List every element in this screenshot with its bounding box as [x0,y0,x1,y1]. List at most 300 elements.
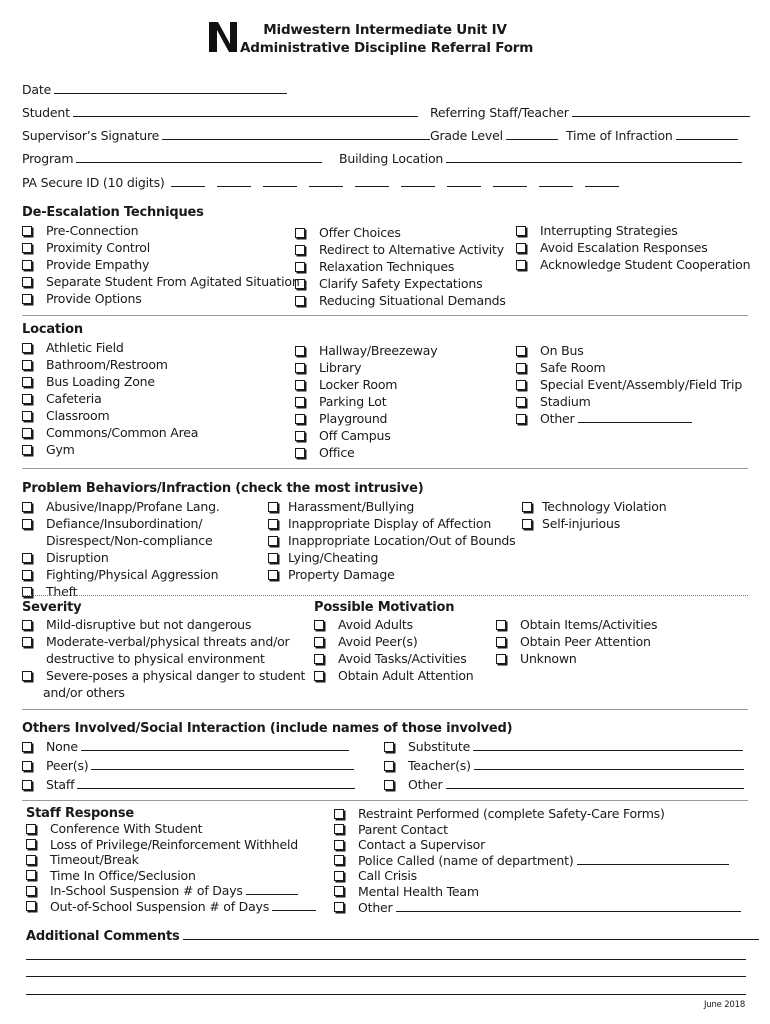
id-digit-9[interactable] [539,175,573,187]
checkbox-item[interactable] [295,224,506,241]
item-label: On Bus [540,343,584,358]
item-label: Mental Health Team [358,883,479,899]
name-line[interactable] [446,777,744,789]
item-label: Disruption [46,550,109,565]
staff-response-col2 [334,806,741,915]
item-label: Moderate-verbal/physical threats and/or [46,634,290,649]
item-label: Obtain Peer Attention [520,634,651,649]
checkbox-item[interactable] [334,868,741,884]
comments-label: Additional Comments [26,929,180,944]
checkbox-icon[interactable] [334,809,344,819]
item-label: Teacher(s) [408,758,471,773]
referring-staff-line[interactable] [572,105,750,117]
item-label: Severe-poses a physical danger to student [46,668,306,683]
checkbox-item[interactable] [22,549,220,566]
item-label: Contact a Supervisor [358,837,486,853]
checkbox-icon[interactable] [268,570,278,580]
item-label: Safe Room [540,360,606,375]
section-divider [22,800,748,801]
location-heading: Location [22,322,83,337]
form-revision-date: June 2018 [704,1000,746,1010]
behaviors-col3 [522,498,666,532]
checkbox-icon[interactable] [268,536,278,546]
checkbox-item[interactable] [496,633,657,650]
item-label: Peer(s) [46,758,89,773]
others-col2 [384,738,744,795]
checkbox-item[interactable] [516,393,742,410]
id-digit-5[interactable] [355,175,389,187]
checkbox-icon[interactable] [22,519,32,529]
item-label: Relaxation Techniques [319,259,455,274]
checkbox-icon[interactable] [295,279,305,289]
item-label: Classroom [46,408,110,423]
checkbox-icon[interactable] [295,363,305,373]
item-label: Separate Student From Agitated Situation [46,274,300,289]
item-label: Defiance/Insubordination/ [46,516,203,531]
motivation-col1 [314,616,474,684]
checkbox-item[interactable] [22,441,198,458]
checkbox-item[interactable] [22,424,198,441]
item-label: Harassment/Bullying [288,499,415,514]
checkbox-item[interactable] [334,837,741,853]
checkbox-item[interactable] [334,806,741,822]
others-heading: Others Involved/Social Interaction (include names of those involved) [22,721,513,736]
item-label: Locker Room [319,377,398,392]
checkbox-icon[interactable] [496,637,506,647]
location-col1 [22,339,198,458]
deescalation-col2 [295,224,506,309]
item-label: Parent Contact [358,821,448,837]
id-digit-4[interactable] [309,175,343,187]
item-label: Playground [319,411,388,426]
item-label: Bus Loading Zone [46,374,155,389]
location-col2 [295,342,437,461]
checkbox-item[interactable] [295,376,437,393]
checkbox-icon[interactable] [26,839,36,849]
checkbox-item[interactable] [334,884,741,900]
section-divider [22,315,748,316]
checkbox-item[interactable] [384,776,744,795]
checkbox-item[interactable] [22,633,305,650]
time-of-infraction-field[interactable] [566,128,738,143]
id-digit-7[interactable] [447,175,481,187]
section-divider [22,709,748,710]
staff-response-col1 [26,821,316,915]
checkbox-item[interactable] [295,427,437,444]
checkbox-item[interactable] [22,583,220,600]
location-col3 [516,342,742,427]
item-label: Proximity Control [46,240,151,255]
checkbox-icon[interactable] [22,260,32,270]
name-line[interactable] [81,739,349,751]
severity-heading: Severity [22,600,82,615]
item-label: Lying/Cheating [288,550,379,565]
item-label: Athletic Field [46,340,124,355]
item-label: Theft [46,584,78,599]
motivation-heading: Possible Motivation [314,600,455,615]
program-label: Program [22,151,74,166]
building-location-label: Building Location [339,151,444,166]
checkbox-icon[interactable] [22,570,32,580]
checkbox-icon[interactable] [22,360,32,370]
item-label: Call Crisis [358,868,417,884]
checkbox-item[interactable] [295,275,506,292]
checkbox-item[interactable] [516,222,750,239]
checkbox-item[interactable] [22,256,300,273]
logo-letter: N [223,43,224,44]
checkbox-item[interactable] [22,667,305,684]
student-line[interactable] [73,105,418,117]
checkbox-item[interactable] [26,821,316,837]
id-digit-2[interactable] [217,175,251,187]
checkbox-item[interactable] [516,410,742,427]
item-label: Police Called (name of department) [358,852,574,868]
checkbox-item[interactable] [22,738,355,757]
program-line[interactable] [76,151,322,163]
item-label: Library [319,360,362,375]
checkbox-icon[interactable] [22,243,32,253]
item-label: Pre-Connection [46,223,139,238]
checkbox-item[interactable] [22,290,300,307]
checkbox-item[interactable] [22,757,355,776]
comments-line-3[interactable] [26,976,746,977]
checkbox-item[interactable] [516,359,742,376]
item-label: Clarify Safety Expectations [319,276,483,291]
supervisor-signature-field[interactable] [22,128,430,143]
checkbox-item[interactable] [334,900,741,916]
checkbox-item[interactable] [22,498,220,515]
checkbox-item[interactable] [26,883,316,899]
checkbox-item[interactable] [516,376,742,393]
checkbox-icon[interactable] [268,502,278,512]
grade-level-line[interactable] [506,128,558,140]
checkbox-item[interactable] [314,650,474,667]
item-label: Avoid Escalation Responses [540,240,708,255]
checkbox-icon[interactable] [295,397,305,407]
checkbox-icon[interactable] [22,502,32,512]
student-label: Student [22,105,70,120]
checkbox-item[interactable] [522,498,666,515]
checkbox-icon[interactable] [334,871,344,881]
item-label: Acknowledge Student Cooperation [540,257,751,272]
checkbox-icon[interactable] [334,840,344,850]
checkbox-icon[interactable] [314,654,324,664]
checkbox-item[interactable] [22,566,220,583]
checkbox-item[interactable] [516,256,750,273]
checkbox-icon[interactable] [496,620,506,630]
checkbox-icon[interactable] [22,445,32,455]
item-label: Restraint Performed (complete Safety-Care Forms) [358,806,665,821]
staff-response-heading: Staff Response [26,806,134,821]
id-digit-3[interactable] [263,175,297,187]
checkbox-icon[interactable] [295,228,305,238]
checkbox-item[interactable] [314,616,474,633]
checkbox-icon[interactable] [295,296,305,306]
checkbox-item[interactable] [295,410,437,427]
checkbox-item[interactable] [295,342,437,359]
item-label: Avoid Peer(s) [338,634,418,649]
checkbox-item[interactable] [334,853,741,869]
item-label: Conference With Student [50,821,203,836]
checkbox-item[interactable] [22,222,300,239]
item-label: Parking Lot [319,394,387,409]
checkbox-icon[interactable] [516,380,526,390]
checkbox-icon[interactable] [516,243,526,253]
checkbox-icon[interactable] [516,260,526,270]
student-field[interactable] [22,105,418,120]
supervisor-signature-line[interactable] [162,128,430,140]
checkbox-icon[interactable] [26,901,36,911]
checkbox-icon[interactable] [22,377,32,387]
checkbox-icon[interactable] [295,262,305,272]
checkbox-icon[interactable] [384,761,394,771]
checkbox-item[interactable] [268,515,515,532]
checkbox-item[interactable] [295,258,506,275]
checkbox-icon[interactable] [496,654,506,664]
checkbox-icon[interactable] [22,294,32,304]
item-label: Other [408,777,443,792]
deescalation-col3 [516,222,750,273]
checkbox-icon[interactable] [295,245,305,255]
item-label: Self-injurious [542,516,621,531]
item-continuation: destructive to physical environment [46,651,265,666]
item-label: Gym [46,442,75,457]
checkbox-item[interactable] [384,738,744,757]
checkbox-icon[interactable] [334,824,344,834]
checkbox-icon[interactable] [22,343,32,353]
name-line[interactable] [474,758,744,770]
item-label: Unknown [520,651,577,666]
date-field[interactable] [22,82,287,97]
checkbox-item[interactable] [522,515,666,532]
deescalation-heading: De-Escalation Techniques [22,205,204,220]
checkbox-item[interactable] [26,868,316,884]
pa-secure-id-label: PA Secure ID (10 digits) [22,175,165,190]
comments-line-2[interactable] [26,959,746,960]
checkbox-icon[interactable] [295,448,305,458]
checkbox-icon[interactable] [268,519,278,529]
item-label: Substitute [408,739,471,754]
checkbox-icon[interactable] [314,671,324,681]
item-label: Avoid Tasks/Activities [338,651,467,666]
time-of-infraction-label: Time of Infraction [566,128,673,143]
checkbox-icon[interactable] [516,346,526,356]
item-continuation: and/or others [43,685,125,700]
time-of-infraction-line[interactable] [676,128,738,140]
checkbox-icon[interactable] [516,363,526,373]
checkbox-item[interactable] [384,757,744,776]
item-label: Abusive/Inapp/Profane Lang. [46,499,220,514]
item-label: Timeout/Break [50,852,139,868]
checkbox-item[interactable] [295,241,506,258]
checkbox-icon[interactable] [26,824,36,834]
item-label: Bathroom/Restroom [46,357,168,372]
checkbox-icon[interactable] [268,553,278,563]
checkbox-icon[interactable] [314,637,324,647]
building-location-line[interactable] [446,151,742,163]
checkbox-item[interactable] [22,373,198,390]
name-line[interactable] [77,777,355,789]
checkbox-icon[interactable] [22,553,32,563]
item-label: Property Damage [288,567,395,582]
checkbox-icon[interactable] [295,380,305,390]
checkbox-icon[interactable] [22,761,32,771]
item-label: Loss of Privilege/Reinforcement Withheld [50,836,298,852]
checkbox-icon[interactable] [26,870,36,880]
checkbox-icon[interactable] [295,414,305,424]
item-label: Provide Empathy [46,257,150,272]
item-continuation: Disrespect/Non-compliance [46,533,213,548]
checkbox-icon[interactable] [334,902,344,912]
checkbox-icon[interactable] [516,397,526,407]
miu-logo [206,18,240,56]
item-label: Stadium [540,394,591,409]
item-label: Fighting/Physical Aggression [46,567,219,582]
item-label: Avoid Adults [338,617,413,632]
checkbox-item[interactable] [334,822,741,838]
name-line[interactable] [473,739,743,751]
checkbox-icon[interactable] [522,502,532,512]
item-label: Reducing Situational Demands [319,293,506,308]
checkbox-item[interactable] [22,515,220,532]
checkbox-item[interactable] [268,566,515,583]
checkbox-item[interactable] [22,776,355,795]
other-location-line[interactable] [578,411,692,423]
referring-staff-label: Referring Staff/Teacher [430,105,569,120]
program-field[interactable] [22,151,322,166]
checkbox-item[interactable] [22,339,198,356]
id-digit-10[interactable] [585,175,619,187]
item-label: Redirect to Alternative Activity [319,242,504,257]
checkbox-icon[interactable] [295,346,305,356]
days-line[interactable] [272,899,316,911]
grade-level-label: Grade Level [430,128,503,143]
checkbox-icon[interactable] [295,431,305,441]
checkbox-icon[interactable] [334,855,344,865]
form-title-line2: Administrative Discipline Referral Form [240,40,534,56]
behaviors-col1 [22,498,220,600]
checkbox-icon[interactable] [22,411,32,421]
comments-field[interactable] [26,928,759,944]
checkbox-icon[interactable] [22,742,32,752]
checkbox-item[interactable] [295,393,437,410]
checkbox-icon[interactable] [22,277,32,287]
id-digit-1[interactable] [171,175,205,187]
checkbox-icon[interactable] [22,780,32,790]
checkbox-icon[interactable] [516,414,526,424]
item-label: None [46,739,78,754]
building-location-field[interactable] [339,151,742,166]
id-digit-6[interactable] [401,175,435,187]
checkbox-icon[interactable] [22,428,32,438]
checkbox-item[interactable] [314,633,474,650]
grade-level-field[interactable] [430,128,558,143]
checkbox-icon[interactable] [22,394,32,404]
item-label: Obtain Items/Activities [520,617,658,632]
department-line[interactable] [577,853,729,865]
checkbox-item[interactable] [22,239,300,256]
section-divider [22,595,748,596]
id-digit-8[interactable] [493,175,527,187]
checkbox-icon[interactable] [22,226,32,236]
checkbox-icon[interactable] [314,620,324,630]
pa-secure-id-field[interactable] [22,175,631,190]
item-label: Inappropriate Location/Out of Bounds [288,533,516,548]
deescalation-col1 [22,222,300,307]
checkbox-icon[interactable] [22,620,32,630]
item-label: Special Event/Assembly/Field Trip [540,377,743,392]
days-line[interactable] [246,883,298,895]
checkbox-item[interactable] [295,444,437,461]
checkbox-icon[interactable] [334,886,344,896]
checkbox-icon[interactable] [384,742,394,752]
name-line[interactable] [91,758,354,770]
item-label: Technology Violation [542,499,667,514]
checkbox-item[interactable] [22,616,305,633]
item-label: Staff [46,777,75,792]
behaviors-col2 [268,498,515,583]
item-label: Mild-disruptive but not dangerous [46,617,252,632]
checkbox-icon[interactable] [516,226,526,236]
supervisor-signature-label: Supervisor’s Signature [22,128,160,143]
checkbox-icon[interactable] [26,886,36,896]
checkbox-item[interactable] [26,837,316,853]
comments-line-1[interactable] [183,928,759,940]
checkbox-item[interactable] [295,359,437,376]
item-label: Time In Office/Seclusion [50,867,196,883]
checkbox-item[interactable] [496,650,657,667]
item-label: Obtain Adult Attention [338,668,474,683]
checkbox-item[interactable] [516,342,742,359]
other-response-line[interactable] [396,900,741,912]
referring-staff-field[interactable] [430,105,750,120]
checkbox-icon[interactable] [384,780,394,790]
checkbox-item[interactable] [22,356,198,373]
item-label: Inappropriate Display of Affection [288,516,492,531]
item-label: Provide Options [46,291,142,306]
behaviors-heading: Problem Behaviors/Infraction (check the most intrusive) [22,481,424,496]
checkbox-item[interactable] [22,407,198,424]
checkbox-item[interactable] [268,498,515,515]
item-label: Other [540,411,575,426]
others-col1 [22,738,355,795]
checkbox-item[interactable] [268,549,515,566]
item-label: Hallway/Breezeway [319,343,438,358]
checkbox-item[interactable] [268,532,515,549]
checkbox-icon[interactable] [22,637,32,647]
item-label: Cafeteria [46,391,102,406]
checkbox-item[interactable] [22,273,300,290]
checkbox-item[interactable] [26,899,316,915]
date-line[interactable] [54,82,287,94]
checkbox-icon[interactable] [522,519,532,529]
checkbox-item[interactable] [295,292,506,309]
checkbox-item[interactable] [516,239,750,256]
severity-list [22,616,305,701]
checkbox-item[interactable] [314,667,474,684]
checkbox-icon[interactable] [26,855,36,865]
checkbox-icon[interactable] [22,671,32,681]
checkbox-item[interactable] [496,616,657,633]
checkbox-item[interactable] [22,390,198,407]
motivation-col2 [496,616,657,667]
item-label: Off Campus [319,428,391,443]
checkbox-item[interactable] [26,852,316,868]
item-label: Offer Choices [319,225,401,240]
item-label: Other [358,899,393,915]
comments-line-4[interactable] [26,994,746,995]
item-label: Interrupting Strategies [540,223,678,238]
